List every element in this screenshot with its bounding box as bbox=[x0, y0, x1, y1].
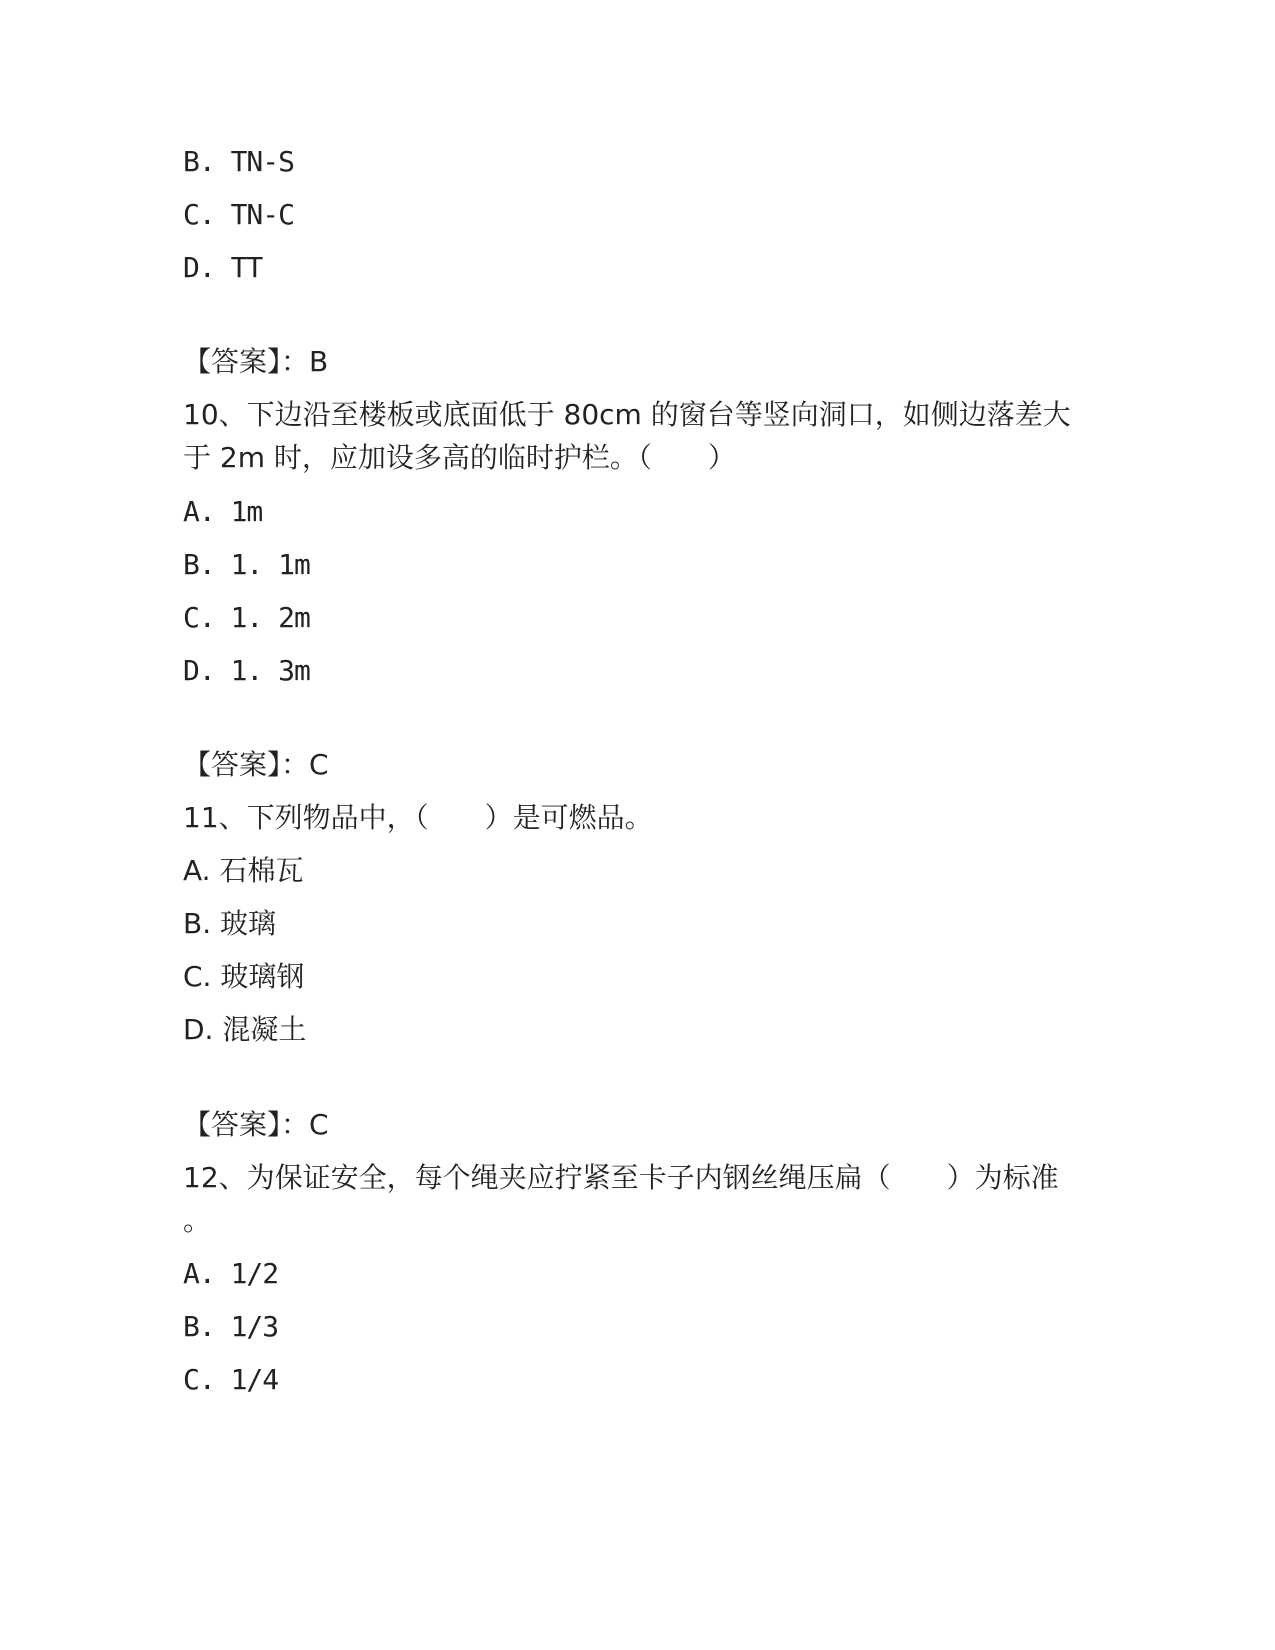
option-b: B. 玻璃 bbox=[183, 907, 277, 940]
option-b: B. TN-S bbox=[183, 145, 295, 178]
answer-line: 【答案】：B bbox=[183, 345, 329, 378]
option-c: C. 1. 2m bbox=[183, 601, 310, 634]
answer-line: 【答案】：C bbox=[183, 1108, 329, 1141]
option-c: C. 1/4 bbox=[183, 1363, 279, 1396]
option-c: C. 玻璃钢 bbox=[183, 960, 305, 993]
option-a: A. 1/2 bbox=[183, 1257, 279, 1290]
option-d: D. 混凝土 bbox=[183, 1013, 307, 1046]
question-stem: 12、为保证安全，每个绳夹应拧紧至卡子内钢丝绳压扁（ ）为标准 bbox=[183, 1161, 1059, 1194]
question-stem: 10、下边沿至楼板或底面低于 80cm 的窗台等竖向洞口，如侧边落差大 bbox=[183, 398, 1071, 431]
answer-line: 【答案】：C bbox=[183, 748, 329, 781]
option-c: C. TN-C bbox=[183, 198, 295, 231]
option-b: B. 1. 1m bbox=[183, 548, 310, 581]
option-d: D. TT bbox=[183, 251, 263, 284]
option-b: B. 1/3 bbox=[183, 1310, 279, 1343]
option-d: D. 1. 3m bbox=[183, 654, 310, 687]
option-a: A. 石棉瓦 bbox=[183, 854, 304, 887]
option-a: A. 1m bbox=[183, 495, 263, 528]
question-stem-cont: 于 2m 时，应加设多高的临时护栏。（ ） bbox=[183, 441, 736, 474]
question-stem-cont: 。 bbox=[183, 1204, 212, 1237]
question-stem: 11、下列物品中，（ ）是可燃品。 bbox=[183, 801, 653, 834]
